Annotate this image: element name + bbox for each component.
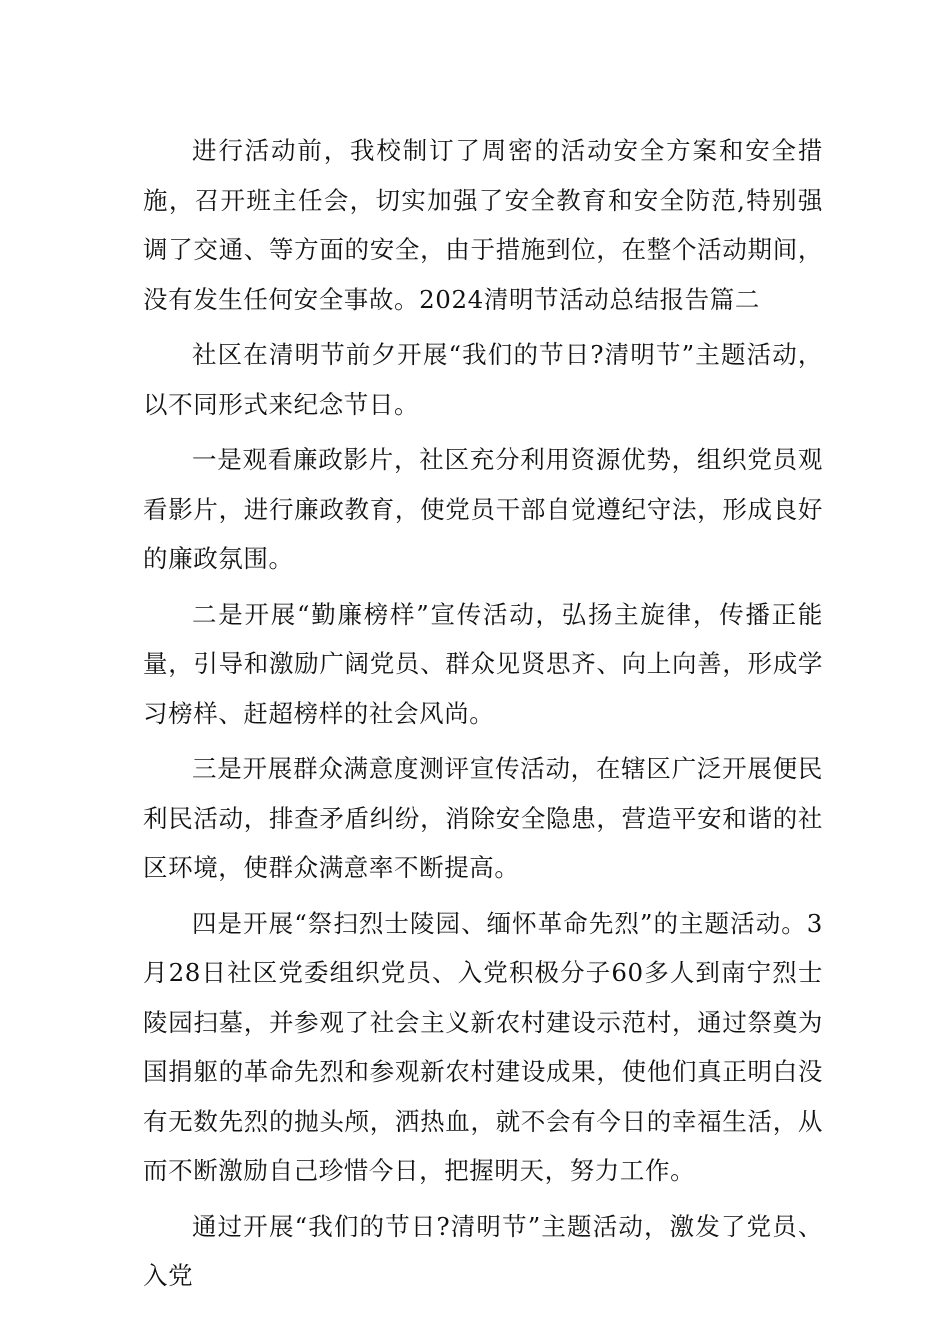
paragraph-integrity-film: 一是观看廉政影片，社区充分利用资源优势，组织党员观看影片，进行廉政教育，使党员干部自觉遵纪守法，形成良好的廉政氛围。 [143,445,823,573]
paragraph-satisfaction-survey: 三是开展群众满意度测评宣传活动，在辖区广泛开展便民利民活动，排查矛盾纠纷，消除安全隐患，营造平安和谐的社区环境，使群众满意率不断提高。 [143,754,823,882]
paragraph-safety-measures: 进行活动前，我校制订了周密的活动安全方案和安全措施，召开班主任会，切实加强了安全教育和安全防范,特别强调了交通、等方面的安全，由于措施到位，在整个活动期间，没有发生任何安全事故。2024清明节活动总结报告篇二 [143,136,823,314]
paragraph-role-models: 二是开展“勤廉榜样”宣传活动，弘扬主旋律，传播正能量，引导和激励广阔党员、群众见贤思齐、向上向善，形成学习榜样、赶超榜样的社会风尚。 [143,599,823,728]
paragraph-conclusion: 通过开展“我们的节日?清明节”主题活动，激发了党员、入党 [143,1211,823,1290]
paragraph-community-activity: 社区在清明节前夕开展“我们的节日?清明节”主题活动，以不同形式来纪念节日。 [143,340,823,419]
document-body [143,126,823,1301]
paragraph-martyrs-cemetery: 四是开展“祭扫烈士陵园、缅怀革命先烈”的主题活动。3月28日社区党委组织党员、入党积极分子60多人到南宁烈士陵园扫墓，并参观了社会主义新农村建设示范村，通过祭奠为国捐躯的革命先烈和参观新农村建设成果，使他们真正明白没有无数先烈的抛头颅，洒热血，就不会有今日的幸福生活，从而不断激励自己珍惜今日，把握明天，努力工作。 [143,908,823,1185]
